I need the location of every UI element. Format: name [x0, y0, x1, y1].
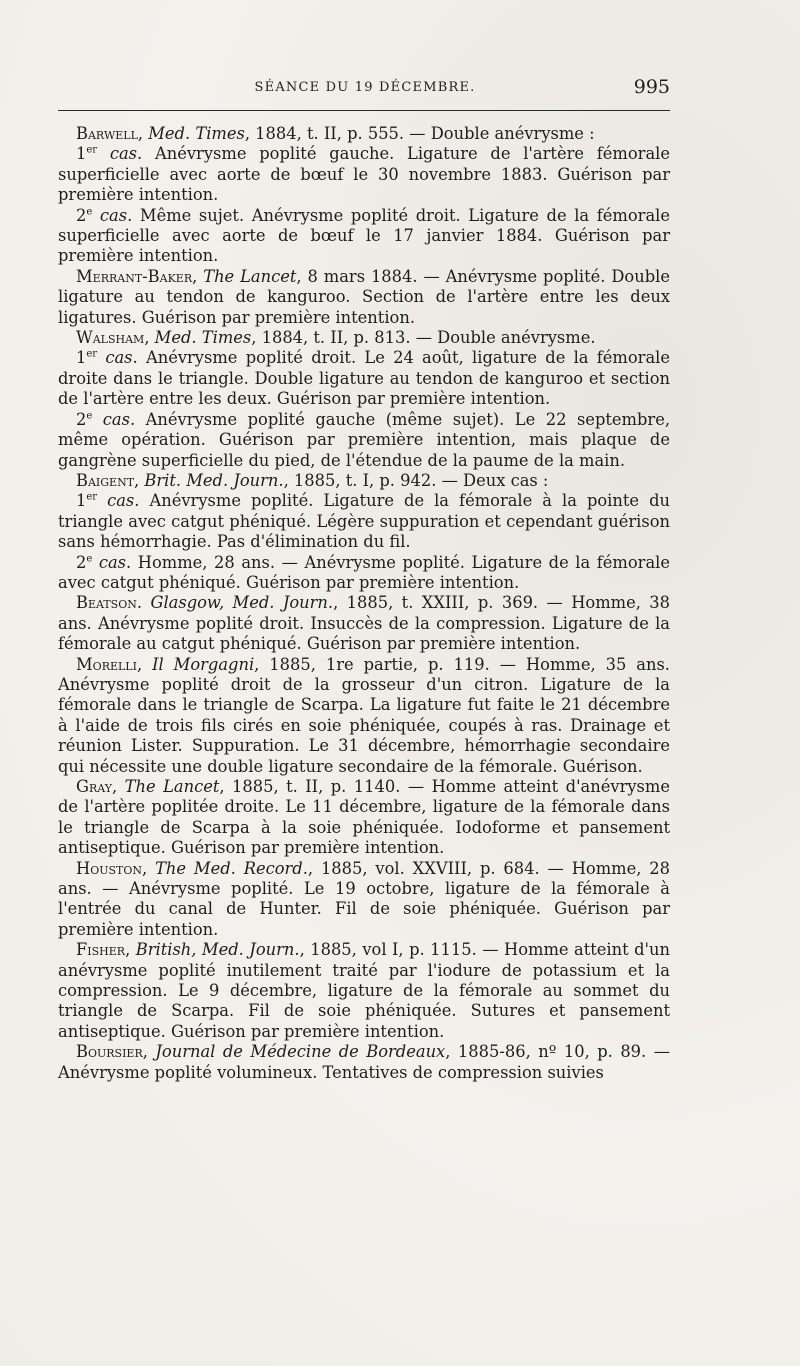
paragraph: Merrant-Baker, The Lancet, 8 mars 1884. — Anévrysme poplité. Double ligature au tendon de kanguroo. Section de l'artère entre les deux ligatures. Guérison par première intention.	[58, 266, 670, 327]
paragraph: Baigent, Brit. Med. Journ., 1885, t. I, p. 942. — Deux cas :	[76, 470, 549, 490]
running-header	[60, 76, 670, 100]
paragraph: Boursier, Journal de Médecine de Bordeaux, 1885-86, nº 10, p. 89. — Anévrysme poplité volumineux. Tentatives de compression suivies	[58, 1042, 670, 1082]
paragraph: Fisher, British, Med. Journ., 1885, vol I, p. 1115. — Homme atteint d'un anévrysme poplité inutilement traité par l'iodure de potassium et la compression. Le 9 décembre, ligature de la fémorale au sommet du triangle de Scarpa. Fil de soie phéniquée. Sutures et pansement antiseptique. Guérison par première intention.	[58, 940, 670, 1041]
header-title: SÉANCE DU 19 DÉCEMBRE.	[254, 80, 476, 95]
paragraph: 2e cas. Anévrysme poplité gauche (même sujet). Le 22 septembre, même opération. Guérison par première intention, mais plaque de gangrène superficielle du pied, de l'étendue de la paume de la main.	[58, 409, 670, 470]
header-rule	[58, 110, 670, 111]
paragraph: 1er cas. Anévrysme poplité. Ligature de la fémorale à la pointe du triangle avec catgut phéniqué. Légère suppuration et cependant guérison sans hémorrhagie. Pas d'élimination du fil.	[58, 491, 670, 552]
paragraph: Walsham, Med. Times, 1884, t. II, p. 813. — Double anévrysme.	[76, 328, 596, 348]
paragraph: 1er cas. Anévrysme poplité gauche. Ligature de l'artère fémorale superficielle avec aorte de bœuf le 30 novembre 1883. Guérison par première intention.	[58, 144, 670, 205]
paragraph: Morelli, Il Morgagni, 1885, 1re partie, p. 119. — Homme, 35 ans. Anévrysme poplité droit de la grosseur d'un citron. Ligature de la fémorale dans le triangle de Scarpa. La ligature fut faite le 21 décembre à l'aide de trois fils cirés en soie phéniquée, coupés à ras. Drainage et réunion Lister. Suppuration. Le 31 décembre, hémorrhagie secondaire qui nécessite une double ligature secondaire de la fémorale. Guérison.	[58, 654, 670, 776]
paragraph: 1er cas. Anévrysme poplité droit. Le 24 août, ligature de la fémorale droite dans le triangle. Double ligature au tendon de kanguroo et section de l'artère entre les deux. Guérison par première intention.	[58, 348, 670, 409]
paragraph: 2e cas. Homme, 28 ans. — Anévrysme poplité. Ligature de la fémorale avec catgut phéniqué. Guérison par première intention.	[58, 552, 670, 592]
paragraph: Gray, The Lancet, 1885, t. II, p. 1140. — Homme atteint d'anévrysme de l'artère poplitée droite. Le 11 décembre, ligature de la fémorale dans le triangle de Scarpa à la soie phéniquée. Iodoforme et pansement antiseptique. Guérison par première intention.	[58, 777, 670, 858]
paragraph: 2e cas. Même sujet. Anévrysme poplité droit. Ligature de la fémorale superficielle avec aorte de bœuf le 17 janvier 1884. Guérison par première intention.	[58, 205, 670, 266]
paragraph: Beatson. Glasgow, Med. Journ., 1885, t. XXIII, p. 369. — Homme, 38 ans. Anévrysme poplité droit. Insuccès de la compression. Ligature de la fémorale au catgut phéniqué. Guérison par première intention.	[58, 593, 671, 654]
paragraph: Barwell, Med. Times, 1884, t. II, p. 555. — Double anévrysme :	[76, 124, 595, 143]
body-text	[58, 124, 670, 1083]
page-number: 995	[633, 76, 670, 98]
paragraph: Houston, The Med. Record., 1885, vol. XXVIII, p. 684. — Homme, 28 ans. — Anévrysme poplité. Le 19 octobre, ligature de la fémorale à l'entrée du canal de Hunter. Fil de soie phéniquée. Guérison par première intention.	[58, 858, 670, 939]
